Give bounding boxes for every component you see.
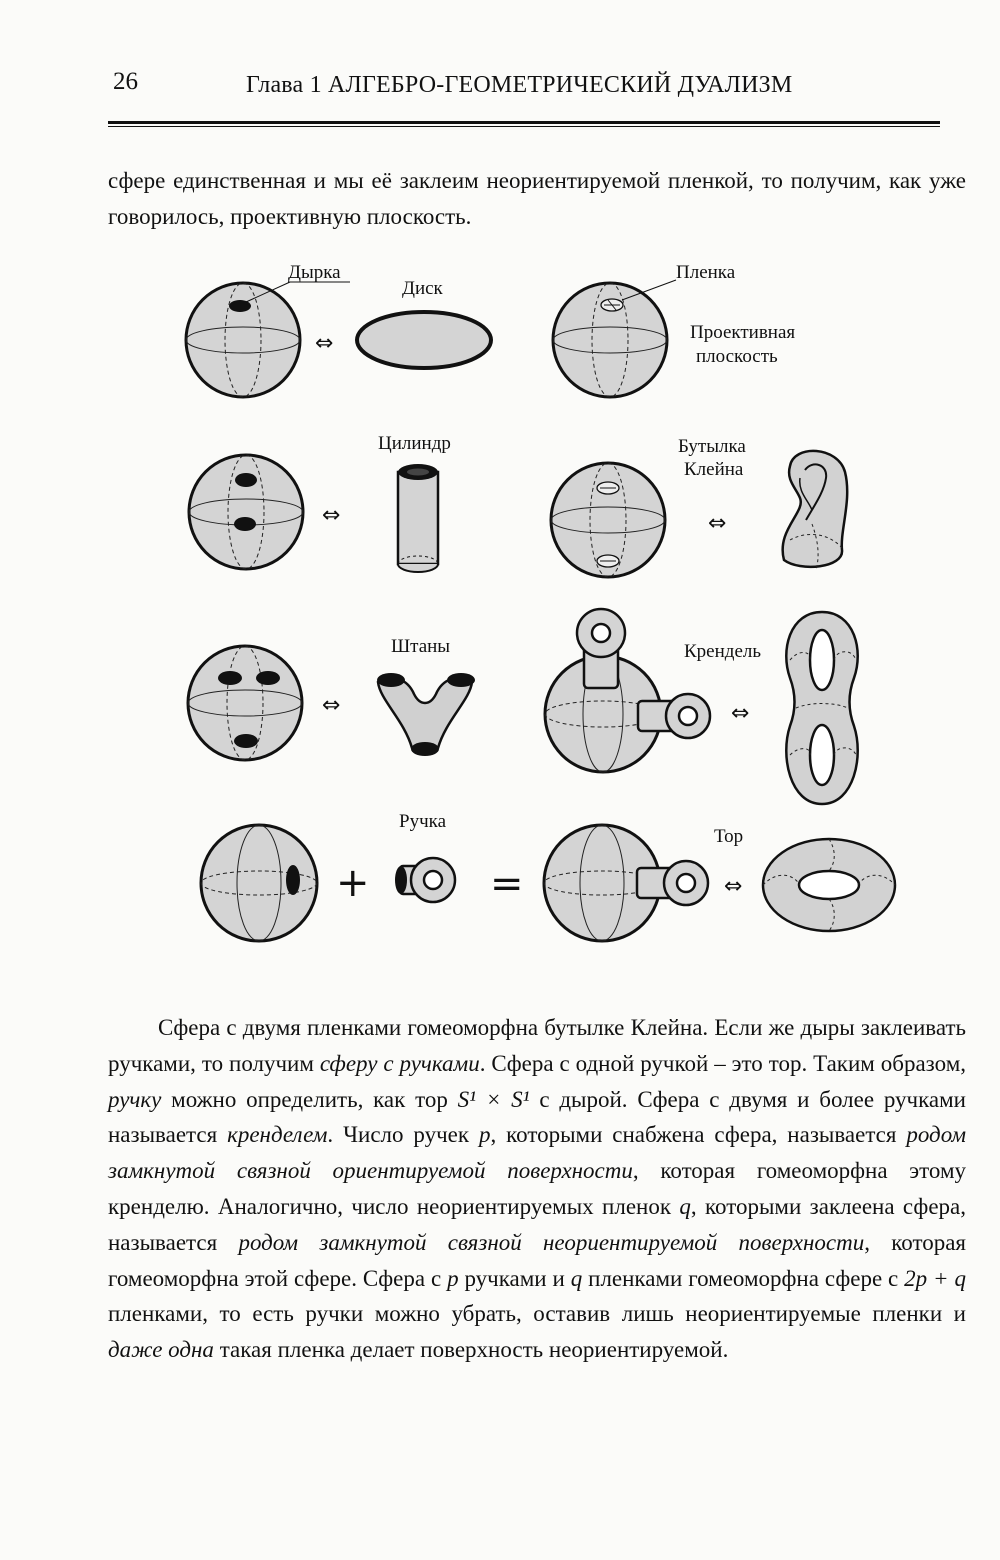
label-disk: Диск: [402, 278, 443, 299]
header-rule-thin: [108, 126, 940, 127]
body-text: , которая гомеоморфна этой сфере. Сфера с: [108, 1229, 967, 1291]
equivalent-symbol-1: ⇔: [315, 331, 334, 356]
label-film: Пленка: [676, 262, 736, 283]
sphere-with-two-films: [551, 463, 665, 577]
sphere-with-handle: [544, 825, 708, 941]
intro-paragraph: сфере единственная и мы её заклеим неориентируемой пленкой, то получим, как уже говорилось, проективную плоскость.: [108, 168, 966, 229]
emphasis-orientable-genus: родом замкнутой связной ориентируемой поверхности: [108, 1122, 966, 1184]
body-text: пленками, то есть ручки можно убрать, оставив лишь неориентируемые пленки и: [108, 1301, 966, 1327]
label-pants: Штаны: [391, 636, 451, 657]
body-text: , которыми снабжена сфера, называется: [490, 1122, 907, 1148]
equivalent-symbol-3: ⇔: [708, 511, 727, 536]
body-text: , которая гомеоморфна этому кренделю. Аналогично, число неориентируемых пленок: [108, 1158, 966, 1219]
equivalent-symbol-4: ⇔: [322, 693, 341, 718]
label-torus: Тор: [714, 826, 744, 847]
equivalent-symbol-2: ⇔: [322, 503, 341, 528]
sphere-with-side-hole: [201, 825, 317, 941]
math-p: p: [447, 1265, 459, 1291]
math-2p-plus-q: 2p + q: [904, 1265, 966, 1291]
math-q: q: [570, 1265, 583, 1291]
label-hole: Дырка: [288, 262, 341, 283]
label-cylinder: Цилиндр: [378, 433, 451, 454]
emphasis-sphere-with-handles: сферу с ручками: [319, 1050, 480, 1076]
equivalent-symbol-6: ⇔: [724, 874, 743, 899]
body-text: такая пленка делает поверхность неориентируемой.: [213, 1337, 729, 1363]
body-text: можно определить, как тор: [161, 1086, 458, 1112]
pants-shape: [377, 673, 475, 756]
plus-symbol: +: [336, 860, 370, 906]
equivalent-symbol-5: ⇔: [731, 701, 750, 726]
sphere-with-two-holes: [189, 455, 303, 569]
emphasis-even-one: даже одна: [108, 1337, 214, 1363]
label-klein-line1: Бутылка: [678, 436, 746, 457]
label-pretzel: Крендель: [684, 641, 762, 662]
label-handle: Ручка: [399, 811, 446, 832]
math-q: q: [679, 1193, 691, 1219]
disk-shape: [357, 312, 491, 368]
label-projective-line2: плоскость: [696, 346, 778, 367]
emphasis-pretzel: кренделем: [227, 1122, 328, 1148]
label-klein-line2: Клейна: [684, 459, 744, 480]
body-paragraph: [108, 1010, 966, 1368]
sphere-with-film: [553, 280, 676, 397]
sphere-with-two-handles: [545, 609, 710, 772]
equals-symbol: =: [490, 861, 524, 907]
page-number: 26: [113, 68, 138, 95]
topology-figure: [0, 250, 1000, 980]
emphasis-handle: ручку: [108, 1086, 162, 1112]
handle-shape: [395, 858, 455, 902]
math-p: p: [478, 1122, 491, 1148]
label-projective-line1: Проективная: [690, 322, 796, 343]
body-text: Сфера с двумя пленками гомеоморфна бутылке Клейна. Если же дыры заклеивать ручками, то получим: [108, 1015, 966, 1076]
sphere-with-three-holes: [188, 646, 302, 760]
body-text: . Сфера с одной ручкой – это тор. Таким образом,: [479, 1050, 967, 1076]
math-torus-product: S¹ × S¹: [457, 1086, 530, 1112]
body-text: пленками гомеоморфна сфере с: [582, 1265, 905, 1291]
torus-shape: [763, 839, 895, 931]
klein-bottle-shape: [783, 451, 848, 570]
body-text: ручками и: [458, 1265, 571, 1291]
emphasis-nonorientable-genus: родом замкнутой связной неориентируемой поверхности: [238, 1229, 865, 1255]
body-text: с дырой. Сфера с двумя и более ручками называется: [108, 1086, 966, 1148]
header-rule-thick: [108, 121, 940, 124]
body-text: . Число ручек: [327, 1122, 479, 1148]
pretzel-shape: [786, 612, 857, 804]
cylinder-shape: [398, 464, 438, 572]
body-text: , которыми заклеена сфера, называется: [108, 1193, 966, 1255]
chapter-title: Глава 1 АЛГЕБРО-ГЕОМЕТРИЧЕСКИЙ ДУАЛИЗМ: [246, 72, 793, 98]
